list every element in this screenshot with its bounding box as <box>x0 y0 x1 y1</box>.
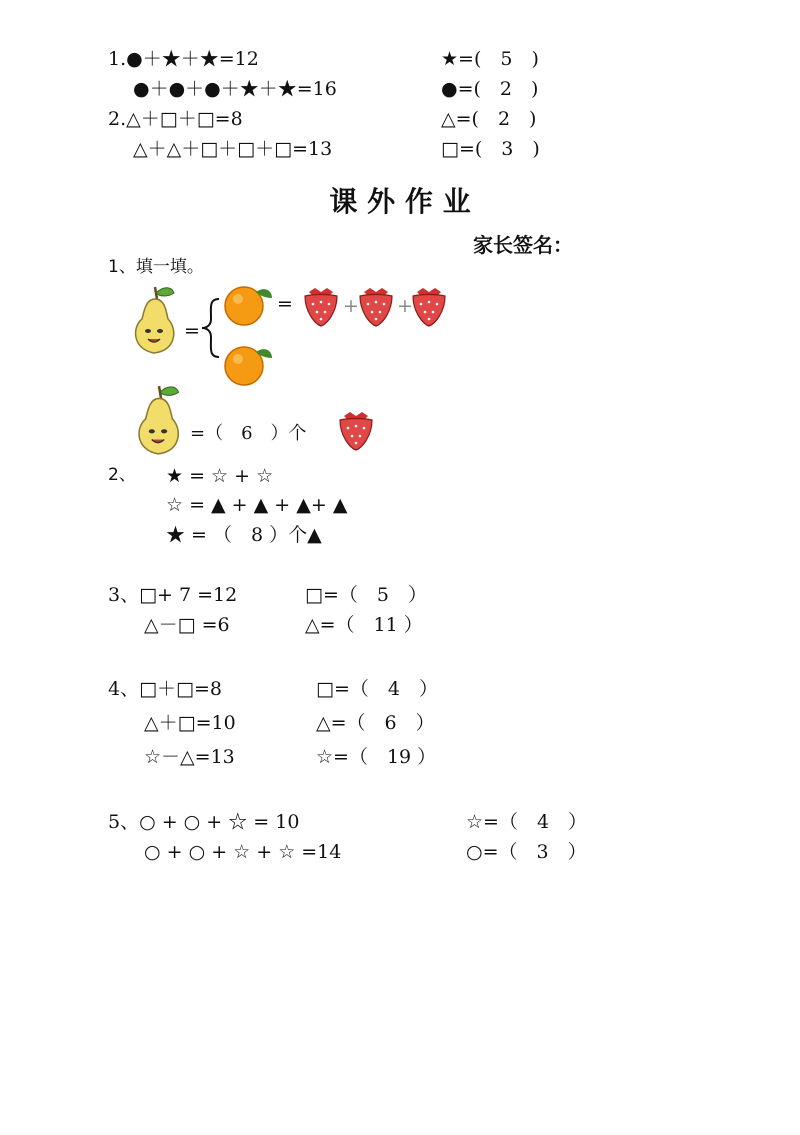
review-q1-answer1: ★=( 5 ) <box>441 48 539 70</box>
parent-signature-label: 家长签名： <box>473 233 573 257</box>
homework-2-line2: ☆ = ▲ + ▲ + ▲+ ▲ <box>166 494 348 516</box>
equals-sign: = <box>277 293 293 315</box>
plus-sign: + <box>397 295 413 317</box>
homework-3-answer2: △=（ 11 ） <box>305 614 423 636</box>
homework-2-number: 2、 <box>108 465 136 485</box>
homework-2-line3: ★ = （ 8 ）个▲ <box>166 524 322 546</box>
review-q2-line1: 2.△＋□＋□=8 <box>108 108 243 130</box>
equals-sign: = <box>184 320 200 342</box>
homework-5-line2: ○ + ○ + ☆ + ☆ =14 <box>144 841 342 863</box>
strawberry-icon <box>356 284 396 328</box>
pear-icon <box>131 382 187 458</box>
review-q2-line2: △＋△＋□＋□＋□=13 <box>133 138 333 160</box>
homework-3-line1: 3、□+ 7 =12 <box>108 584 238 606</box>
homework-4-line2: △＋□=10 <box>144 712 236 734</box>
plus-sign: + <box>343 295 359 317</box>
strawberry-icon <box>336 408 376 452</box>
homework-3-line2: △－□ =6 <box>144 614 230 636</box>
review-q2-answer2: □=( 3 ) <box>441 138 540 160</box>
homework-4-line3: ☆－△=13 <box>144 746 235 768</box>
homework-5-answer1: ☆=（ 4 ） <box>466 811 588 833</box>
homework-4-answer1: □=（ 4 ） <box>316 678 438 700</box>
strawberry-icon <box>301 284 341 328</box>
review-q2-answer1: △=( 2 ) <box>441 108 537 130</box>
homework-4-line1: 4、□＋□=8 <box>108 678 223 700</box>
orange-icon <box>222 340 274 388</box>
review-q1-line1: 1.●＋★＋★=12 <box>108 48 259 70</box>
homework-5-answer2: ○=（ 3 ） <box>466 841 587 863</box>
homework-1-label: 1、填一填。 <box>108 257 204 277</box>
homework-2-line1: ★ = ☆ + ☆ <box>166 465 274 487</box>
strawberry-icon <box>409 284 449 328</box>
brace-icon <box>199 297 221 359</box>
review-q1-answer2: ●=( 2 ) <box>441 78 539 100</box>
homework-4-answer3: ☆=（ 19 ） <box>316 746 437 768</box>
homework-5-line1: 5、○ + ○ + ☆ = 10 <box>108 811 300 833</box>
review-q1-line2: ●＋●＋●＋★＋★=16 <box>133 78 337 100</box>
homework-1-answer: =（ 6 ）个 <box>190 423 307 444</box>
homework-4-answer2: △=（ 6 ） <box>316 712 435 734</box>
homework-3-answer1: □=（ 5 ） <box>305 584 427 606</box>
pear-icon <box>128 283 182 357</box>
orange-icon <box>222 280 274 328</box>
page-title: 课 外 作 业 <box>329 185 471 218</box>
